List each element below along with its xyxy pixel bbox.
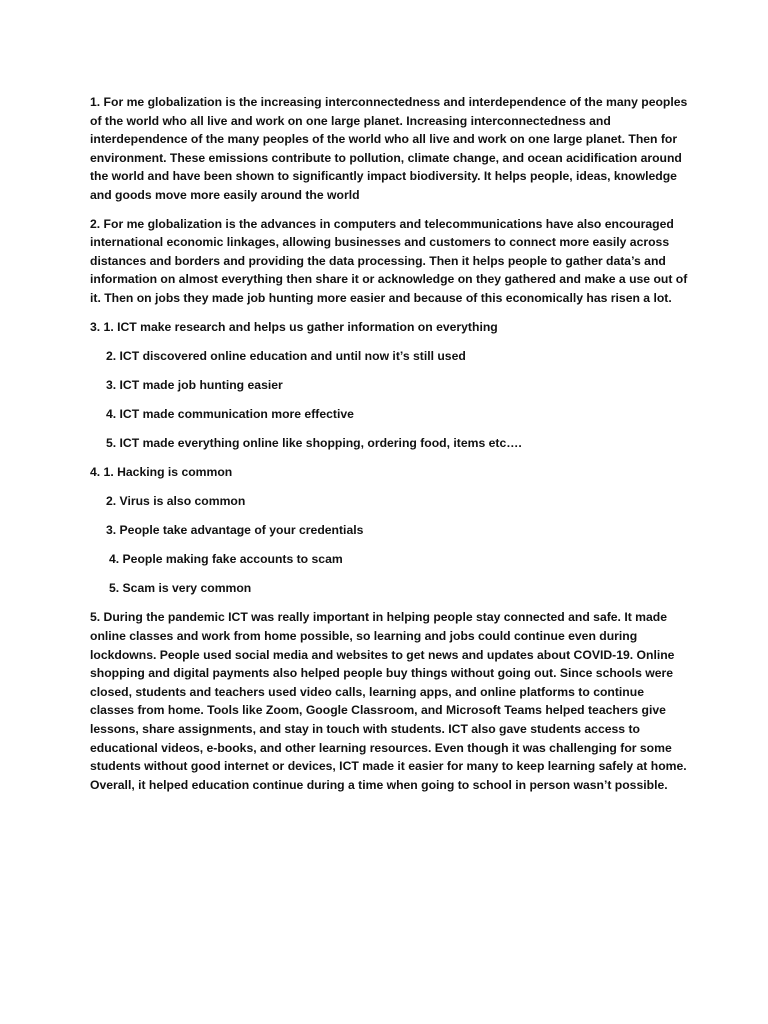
list-item: 4. 1. Hacking is common bbox=[90, 465, 233, 479]
document-body bbox=[90, 93, 690, 804]
list-item: 3. 1. ICT make research and helps us gather information on everything bbox=[90, 319, 498, 334]
paragraph-5: 5. During the pandemic ICT was really important in helping people stay connected and safe. It made online classes and work from home possible, so learning and jobs could continue even during lockdowns. People used social media and websites to get news and updates about COVID-19. Online shopping and digital payments also helped people buy things without going out. Since schools were closed, students and teachers used video calls, learning apps, and online platforms to continue classes from home. Tools like Zoom, Google Classroom, and Microsoft Teams helped teachers give lessons, share assignments, and stay in touch with students. ICT also gave students access to educational videos, e-books, and other learning resources. Even though it was challenging for some students without good internet or devices, ICT made it easier for many to keep learning safely at home. Overall, it helped education continue during a time when going to school in person wasn’t possible. bbox=[90, 610, 687, 792]
list-ict-benefits bbox=[90, 318, 690, 453]
list-item: 2. Virus is also common bbox=[106, 494, 246, 509]
list-ict-risks bbox=[90, 463, 690, 598]
list-item: 3. People take advantage of your credentials bbox=[106, 523, 364, 538]
list-item: 2. ICT discovered online education and until now it’s still used bbox=[106, 348, 466, 363]
list-item: 5. ICT made everything online like shopping, ordering food, items etc…. bbox=[106, 435, 522, 450]
paragraph-2: 2. For me globalization is the advances in computers and telecommunications have also encouraged international economic linkages, allowing businesses and customers to connect more easily across distances and borders and providing the data processing. Then it helps people to gather data’s and information on almost everything then share it or acknowledge on they gathered and make a use out of it. Then on jobs they made job hunting more easier and because of this economically has risen a lot. bbox=[90, 216, 688, 305]
list-item: 5. Scam is very common bbox=[109, 581, 252, 596]
paragraph-1: 1. For me globalization is the increasing interconnectedness and interdependence of the many peoples of the world who all live and work on one large planet. Increasing interconnectedness and interdependence of the many peoples of the world who all live and work on one large planet. Then for environment. These emissions contribute to pollution, climate change, and ocean acidification around the world and have been shown to significantly impact biodiversity. It helps people, ideas, knowledge and goods move more easily around the world bbox=[90, 95, 688, 202]
list-item: 4. People making fake accounts to scam bbox=[109, 552, 343, 567]
list-item: 4. ICT made communication more effective bbox=[106, 406, 354, 421]
list-item: 3. ICT made job hunting easier bbox=[106, 377, 283, 392]
